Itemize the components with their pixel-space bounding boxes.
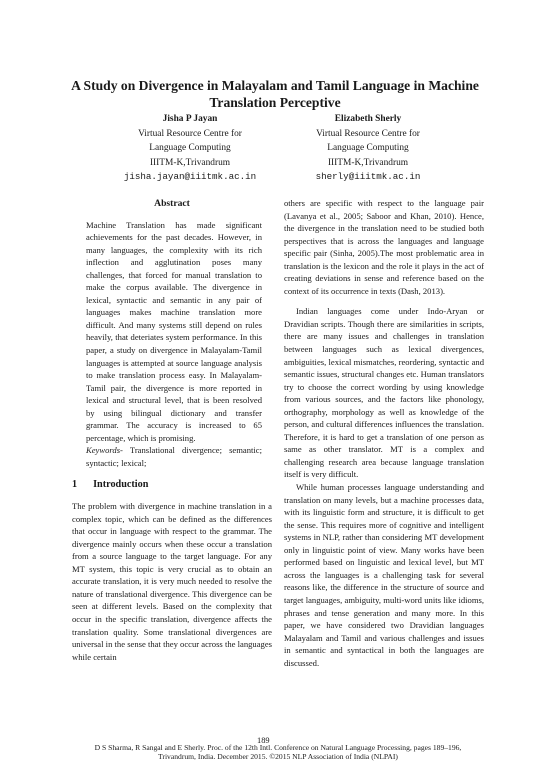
author-affiliation: Virtual Resource Centre for [316, 128, 420, 139]
author-name: Jisha P Jayan [162, 114, 218, 124]
paper-title [30, 77, 520, 111]
paragraph: others are specific with respect to the language pair (Lavanya et al., 2005; Saboor and Khan, 2010). Hence, the divergence in the translation need to be studied both perspectives that is across the languages and language specific pair (Sinha, 2005).The most problematic area in translation is the lexicon and the role it plays in the act of creating deviations in sense and reference based on the context of its occurrence in texts (Dash, 2013). [284, 198, 484, 296]
intro-paragraph: The problem with divergence in machine translation in a complex topic, which can be defined as the differences that occur in language with respect to the grammar. The divergence mainly occurs when these occur a translation from a source language to the target language. For any MT system, this topic is very crucial as to obtain an accurate translation, it is very much needed to resolve the nature of translational divergence. This divergence can be seen at different levels. Based on the complexity that occur in the specific translation, divergence affects the translation quality. Some translational divergences are universal in the sense that they occur across the languages while certain [72, 501, 272, 662]
abstract-text: Machine Translation has made significant achievements for the past decades. However, in many languages, the complexity with its rich inflection and agglutination poses many challenges, that forced for manual translation to make the corpus available. The divergence in lexical, syntactic and semantic in any pair of languages makes machine translation more difficult. And many systems still depend on rules heavily, that deteriates system performance. In this paper, a study on divergence in Malayalam-Tamil languages is attempted at source language analysis to make translation process easy. In Malayalam-Tamil pair, the divergence is more reported in lexical and structural level, that is been resolved by using bilingual dictionary and transfer grammar. The accuracy is increased to 65 percentage, which is promising. [86, 219, 262, 443]
author-block-1 [90, 112, 290, 185]
keywords-label: Keywords- [86, 445, 123, 456]
section-number: 1 [72, 479, 78, 491]
page-number: 189 [257, 736, 270, 745]
footer-line-1: D S Sharma, R Sangal and E Sherly. Proc. of the 12th Intl. Conference on Natural Language Processing, pages 189–196, [94, 743, 462, 752]
footer-line-2: Trivandrum, India. December 2015. ©2015 NLP Association of India (NLPAI) [158, 752, 398, 762]
author-email[interactable]: jisha.jayan@iiitmk.ac.in [123, 171, 257, 183]
author-affiliation: IIITM-K,Trivandrum [327, 157, 409, 168]
author-block-2 [268, 112, 468, 185]
abstract-block [86, 219, 262, 470]
keywords [86, 444, 262, 469]
keywords-text: Translational divergence; semantic; syntactic; lexical; [86, 445, 262, 468]
right-column [284, 197, 484, 669]
author-affiliation: IIITM-K,Trivandrum [149, 157, 231, 168]
author-affiliation: Virtual Resource Centre for [138, 128, 242, 139]
paragraph: Indian languages come under Indo-Aryan or Dravidian scripts. Though there are similarities in scripts, there are many issues and challenges in translation between languages such as lexical divergences, ambiguities, lexical mismatches, reordering, syntactic and semantic issues, structural changes etc. Human translators try to choose the correct wording by using knowledge from various sources, and the factors like phonology, orthography, morphology as well as knowledge of the person, and cultural differences influences the translation. Therefore, it is hard to get a translation of one person as same as other translator. MT is a complex and challenging research area because language translation itself is very difficult. [284, 306, 484, 480]
abstract-heading: Abstract [154, 198, 190, 209]
author-email[interactable]: sherly@iiitmk.ac.in [315, 171, 421, 183]
title-line-2: Translation Perceptive [209, 95, 341, 110]
author-name: Elizabeth Sherly [334, 114, 402, 124]
left-column [72, 198, 272, 663]
author-affiliation: Language Computing [149, 143, 231, 154]
author-affiliation: Language Computing [327, 143, 409, 154]
section-title: Introduction [93, 479, 149, 491]
citation-footer [72, 743, 484, 762]
title-line-1: A Study on Divergence in Malayalam and Tamil Language in Machine [71, 78, 479, 93]
paragraph: While human processes language understanding and translation on many levels, but a machine processes data, with its linguistic form and structure, it is difficult to get the sense. This requires more of cognitive and intelligent systems in NLP, rather than considering MT development only in linguistic point of view. Many works have been performed based on linguistic and lexical level, but MT across the languages is a challenging task for several reasons like, the difference in the structure of source and target languages, ambiguity, multi-word units like idioms, phrases and tense generation and many more. In this paper, we have considered two Dravidian languages Malayalam and Tamil and various challenges and issues in semantic and syntactical in both the languages are discussed. [284, 482, 484, 668]
section-heading [72, 479, 272, 492]
